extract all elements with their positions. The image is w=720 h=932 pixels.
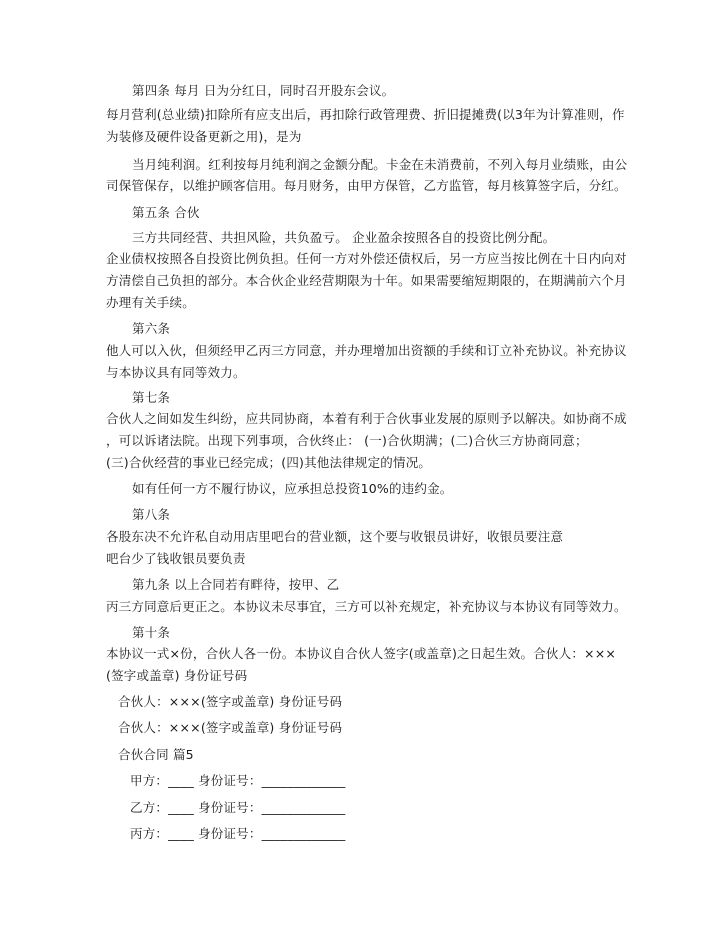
signature-line: 合伙人：×××(签字或盖章) 身份证号码	[118, 720, 343, 735]
paragraph-line: 方清偿自己负担的部分。本合伙企业经营期限为十年。如果需要缩短期限的，在期满前六个月	[106, 273, 627, 288]
paragraph-line: 每月营利(总业绩)扣除所有应支出后，再扣除行政管理费、折旧提摊费(以3年为计算准则，作	[106, 107, 625, 122]
signature-line: 合伙人：×××(签字或盖章) 身份证号码	[118, 694, 343, 709]
paragraph-line: 吧台少了钱收银员要负责	[106, 551, 246, 566]
paragraph-line: 丙三方同意后更正之。本协议未尽事宜，三方可以补充规定，补充协议与本协议有同等效力。	[106, 599, 627, 614]
paragraph-line: 为装修及硬件设备更新之用)，是为	[106, 129, 302, 144]
paragraph-line: 合伙人之间如发生纠纷，应共同协商，本着有利于合伙事业发展的原则予以解决。如协商不成	[106, 411, 627, 426]
paragraph-line: 三方共同经营、共担风险，共负盈亏。 企业盈余按照各自的投资比例分配。	[132, 230, 556, 245]
paragraph-line: 与本协议具有同等效力。	[106, 365, 246, 380]
paragraph-line: 企业债权按照各自投资比例负担。任何一方对外偿还债权后，另一方应当按比例在十日内向对	[106, 251, 627, 266]
paragraph-line: 各股东决不允许私自动用店里吧台的营业额，这个要与收银员讲好，收银员要注意	[106, 529, 564, 544]
article-8-heading: 第八条	[132, 507, 171, 522]
section-title: 合伙合同 篇5	[118, 747, 194, 762]
party-b-line: 乙方：____ 身份证号：_____________	[130, 800, 346, 815]
article-5-heading: 第五条 合伙	[132, 205, 200, 220]
paragraph-line: 本协议一式×份，合伙人各一份。本协议自合伙人签字(或盖章)之日起生效。合伙人：×××	[106, 646, 617, 661]
article-4-heading: 第四条 每月 日为分红日，同时召开股东会议。	[132, 83, 395, 98]
article-6-heading: 第六条	[132, 321, 171, 336]
paragraph-line: (签字或盖章) 身份证号码	[106, 668, 248, 683]
article-10-heading: 第十条	[132, 625, 171, 640]
party-a-line: 甲方：____ 身份证号：_____________	[130, 773, 346, 788]
article-9-heading: 第九条 以上合同若有畔待，按甲、乙	[132, 577, 340, 592]
paragraph-line: 司保管保存，以维护顾客信用。每月财务，由甲方保管，乙方监管，每月核算签字后，分红。	[106, 178, 627, 193]
paragraph-line: 办理有关手续。	[106, 295, 195, 310]
paragraph-line: ，可以诉诸法院。出现下列事项，合伙终止： (一)合伙期满；(二)合伙三方协商同意；	[106, 433, 588, 448]
paragraph-line: 当月纯利润。红利按每月纯利润之金额分配。卡金在未消费前，不列入每月业绩账，由公	[132, 157, 628, 172]
article-7-heading: 第七条	[132, 390, 171, 405]
paragraph-line: (三)合伙经营的事业已经完成；(四)其他法律规定的情况。	[106, 455, 432, 470]
party-c-line: 丙方：____ 身份证号：_____________	[130, 826, 346, 841]
paragraph-line: 如有任何一方不履行协议，应承担总投资10%的违约金。	[132, 481, 453, 496]
paragraph-line: 他人可以入伙，但须经甲乙丙三方同意，并办理增加出资额的手续和订立补充协议。补充协议	[106, 343, 627, 358]
